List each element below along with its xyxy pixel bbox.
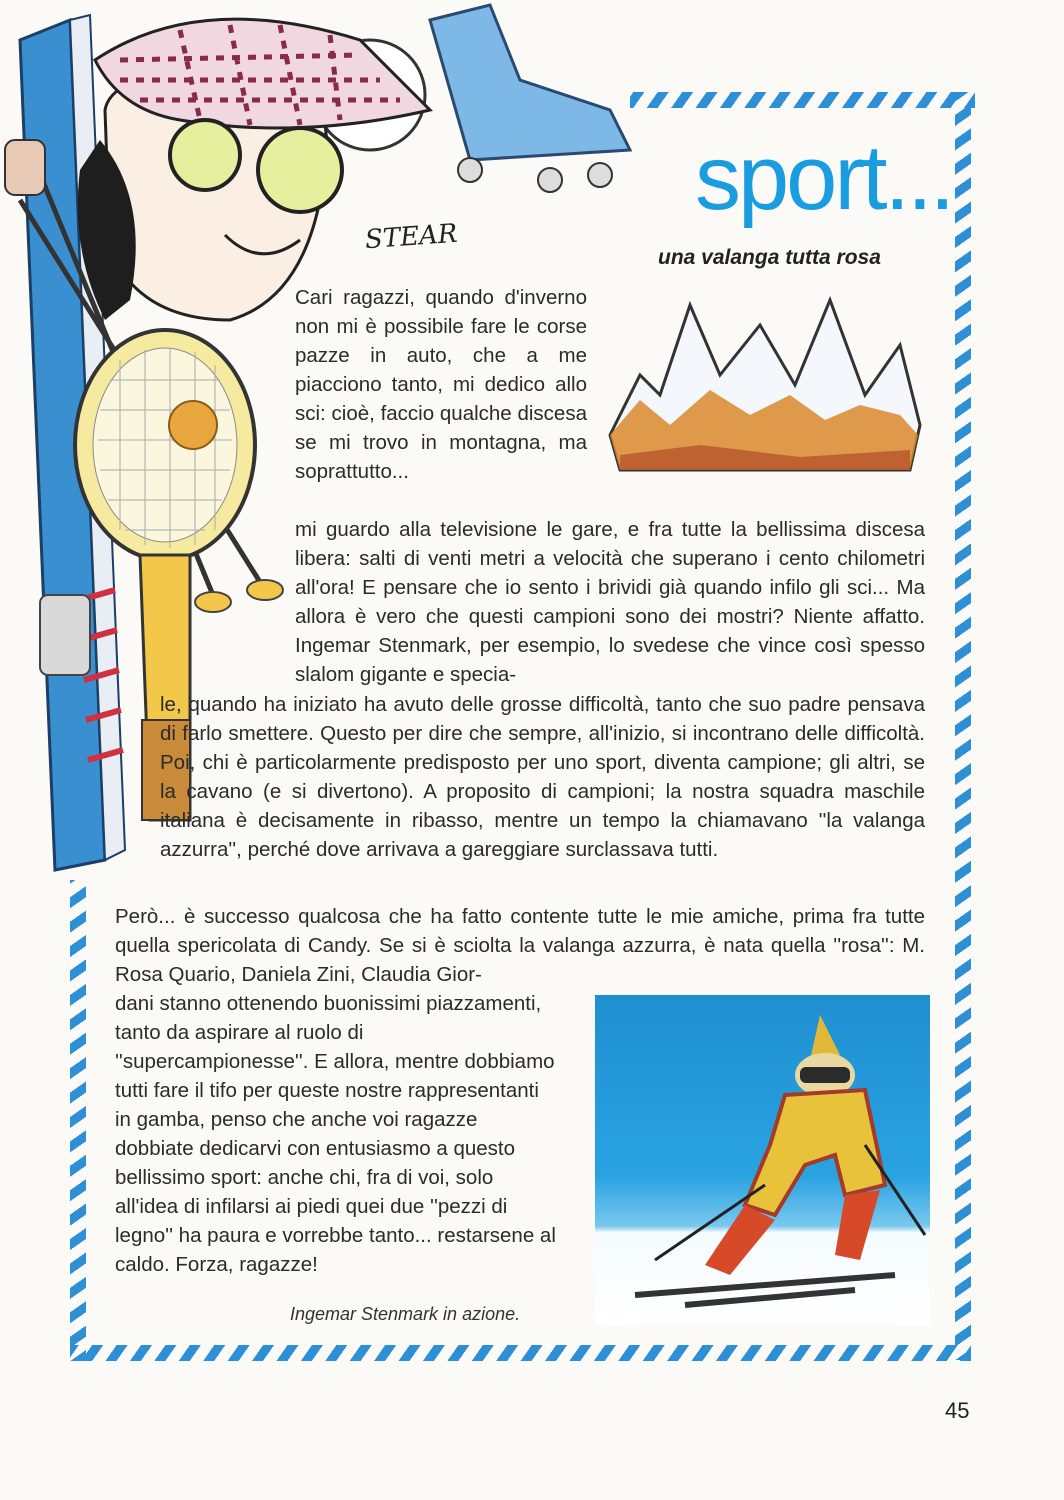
article-paragraph-intro [295,283,587,486]
border-stripe-bottom [70,1345,971,1361]
article-paragraph-closing [115,989,560,1279]
artist-signature: STEAR [364,218,459,256]
page-title: sport... [695,127,953,229]
paragraph-text: mi guardo alla televisione le gare, e fra tutte la bellissima discesa libera: salti di venti metri a velocità che superano i cento chilometri all'ora! E pensare che io sento i brividi già quando infilo gli sci... Ma allora è vero che questi campioni sono dei mostri? Niente affatto. Ingemar Stenmark, per esempio, lo svedese che vince così spesso slalom gigante e specia- [295,518,925,686]
border-stripe-right [955,92,971,1360]
cartoon-character-illustration [78,19,430,320]
paragraph-text: Cari ragazzi, quando d'inverno non mi è possibile fare le corse pazze in auto, che a me piacciono tanto, mi dedico allo sci: cioè, faccio qualche discesa se mi trovo in montagna, ma soprattutto... [295,286,587,483]
page-subtitle: una valanga tutta rosa [658,246,881,269]
ski-binding-illustration [40,595,90,675]
page-number: 45 [945,1398,970,1423]
photo-caption: Ingemar Stenmark in azione. [290,1304,521,1324]
paragraph-text: dani stanno ottenendo buonissimi piazzamenti, tanto da aspirare al ruolo di ''supercampionesse''. E allora, mentre dobbiamo tutti fare il tifo per queste nostre rappresentanti in gamba, penso che anche voi ragazze dobbiate dedicarvi con entusiasmo a questo bellissimo sport: anche chi, fra di voi, solo all'idea di infilarsi ai piedi quei due ''pezzi di legno'' ha paura e vorrebbe tanto... restarsene al caldo. Forza, ragazze! [115,992,556,1276]
paragraph-text: Però... è successo qualcosa che ha fatto contente tutte le mie amiche, prima fra tutte quella spericolata di Candy. Se si è sciolta la valanga azzurra, è nata quella ''rosa'': M. Rosa Quario, Daniela Zini, Claudia Gior- [115,905,925,986]
border-stripe-top [630,92,975,108]
roller-skate-illustration [430,5,630,192]
skier-photo [595,995,930,1325]
paragraph-text: le, quando ha iniziato ha avuto delle grosse difficoltà, tanto che suo padre pensava di farlo smettere. Questo per dire che sempre, all'inizio, si incontrano delle difficoltà. Poi, chi è particolarmente predisposto per uno sport, diventa campione; gli altri, se la cavano (e si divertono). A proposito di campioni; la nostra squadra maschile italiana è decisamente in ribasso, mentre un tempo la chiamavano ''la valanga azzurra'', perché dove arrivava a gareggiare surclassava tutti. [160,693,925,861]
mountains-illustration [600,285,930,480]
article-paragraph-stenmark [160,690,925,864]
article-paragraph-tv [295,515,925,689]
border-stripe-left [70,880,86,1361]
article-paragraph-candy [115,902,925,989]
skier-figure [595,995,930,1325]
